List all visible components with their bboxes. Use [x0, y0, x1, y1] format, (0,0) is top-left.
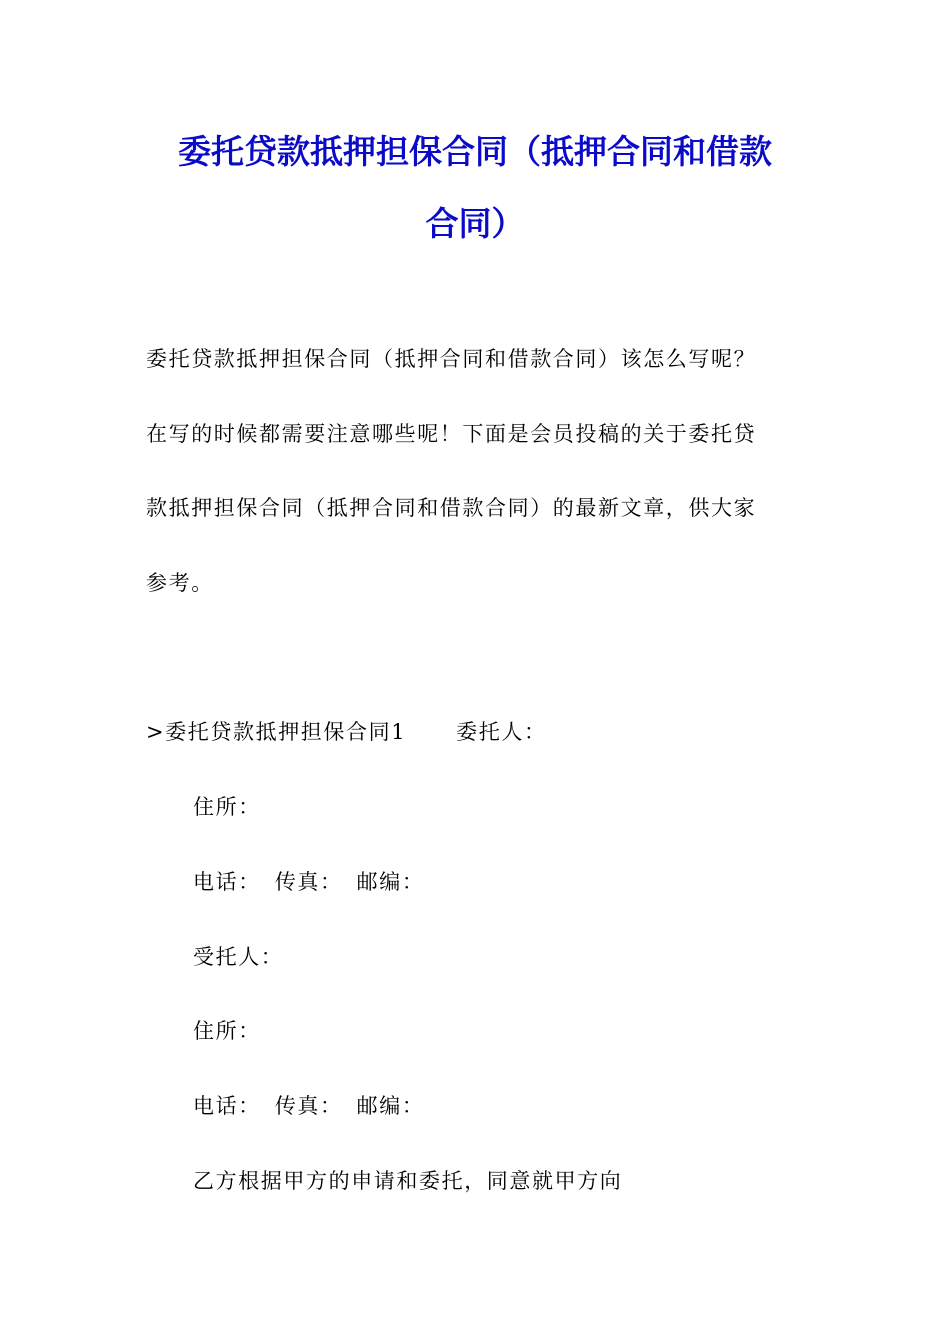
agent-postcode-field: 邮编： [356, 1094, 425, 1118]
principal-postcode-field: 邮编： [356, 870, 425, 894]
agent-fax-field: 传真： [274, 1094, 343, 1118]
principal-fax-field: 传真： [274, 870, 343, 894]
principal-phone-field: 电话： [193, 870, 261, 894]
section-heading-row [146, 718, 547, 746]
agent-contact-row [193, 1092, 424, 1120]
principal-contact-row [193, 868, 424, 896]
section-heading: >委托贷款抵押担保合同1 [146, 720, 407, 744]
principal-address-field: 住所： [193, 795, 261, 819]
intro-paragraph-line-2: 在写的时候都需要注意哪些呢！下面是会员投稿的关于委托贷 [146, 422, 757, 446]
intro-paragraph-line-1: 委托贷款抵押担保合同（抵押合同和借款合同）该怎么写呢？ [146, 347, 757, 371]
intro-paragraph-line-4: 参考。 [146, 571, 214, 595]
body-paragraph-start: 乙方根据甲方的申请和委托，同意就甲方向 [193, 1169, 623, 1193]
document-title-line-1: 委托贷款抵押担保合同（抵押合同和借款 [178, 132, 772, 171]
agent-phone-field: 电话： [193, 1094, 261, 1118]
agent-address-field: 住所： [193, 1019, 261, 1043]
principal-label: 委托人： [456, 720, 547, 744]
agent-label: 受托人： [193, 945, 284, 969]
document-title-line-2: 合同） [425, 204, 525, 243]
intro-paragraph-line-3: 款抵押担保合同（抵押合同和借款合同）的最新文章，供大家 [146, 496, 757, 520]
